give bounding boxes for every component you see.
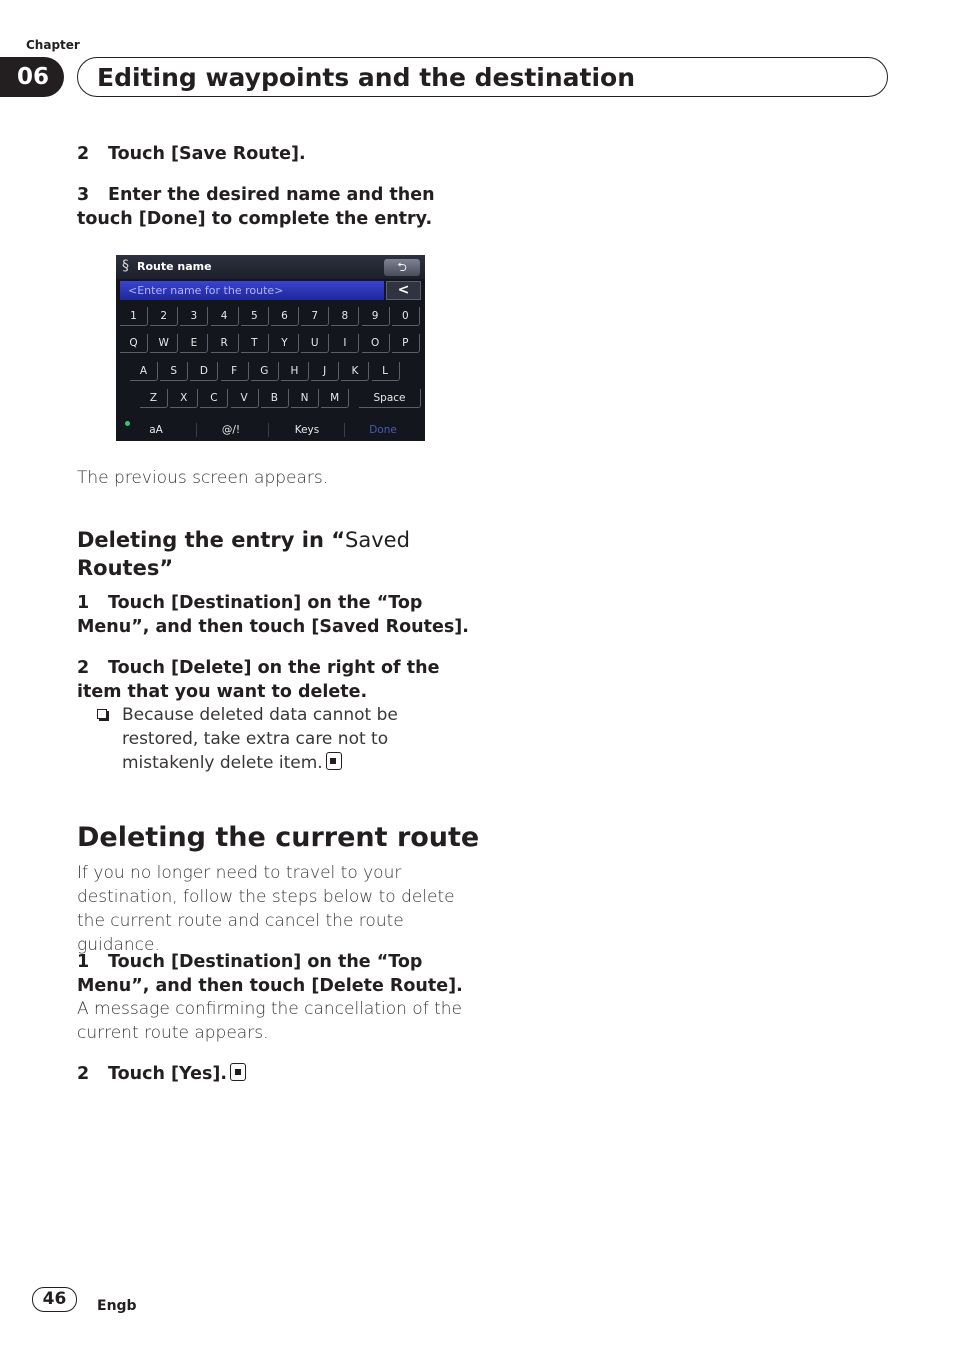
key-g[interactable]: G [251, 362, 279, 381]
step-open-saved-routes: 1 Touch [Destination] on the “Top Menu”, and then touch [Saved Routes]. [77, 593, 469, 637]
key-f[interactable]: F [221, 362, 249, 381]
bottom-separator [268, 423, 269, 437]
key-q[interactable]: Q [120, 334, 148, 353]
key-6[interactable]: 6 [271, 307, 299, 326]
key-k[interactable]: K [341, 362, 369, 381]
route-name-input[interactable]: <Enter name for the route> [120, 281, 384, 300]
backspace-button[interactable]: < [386, 281, 421, 300]
route-name-screenshot [116, 255, 425, 441]
case-toggle-button[interactable]: aA [149, 424, 163, 436]
key-8[interactable]: 8 [331, 307, 359, 326]
key-w[interactable]: W [150, 334, 178, 353]
keys-button[interactable]: Keys [294, 424, 320, 436]
delete-warning-note: Because deleted data cannot be restored, take extra care not to mistakenly delete item. [122, 705, 398, 773]
key-r[interactable]: R [211, 334, 239, 353]
section-heading-delete-route: Deleting the current route [77, 822, 480, 853]
key-i[interactable]: I [331, 334, 359, 353]
key-d[interactable]: D [190, 362, 218, 381]
saved-routes-heading: Deleting the entry in “Saved Routes” [77, 528, 410, 580]
step-touch-yes: 2 Touch [Yes]. [77, 1062, 477, 1086]
key-5[interactable]: 5 [241, 307, 269, 326]
route-icon: § [122, 258, 129, 274]
key-x[interactable]: X [170, 389, 198, 408]
chapter-number: 06 [0, 57, 64, 97]
key-v[interactable]: V [231, 389, 259, 408]
key-b[interactable]: B [261, 389, 289, 408]
key-t[interactable]: T [241, 334, 269, 353]
key-s[interactable]: S [160, 362, 188, 381]
key-n[interactable]: N [291, 389, 319, 408]
key-l[interactable]: L [372, 362, 400, 381]
key-3[interactable]: 3 [180, 307, 208, 326]
language-code: Engb [97, 1298, 137, 1314]
key-u[interactable]: U [301, 334, 329, 353]
previous-screen-text: The previous screen appears. [77, 468, 329, 488]
step-enter-name: 3 Enter the desired name and then touch [Done] to complete the entry. [77, 185, 435, 229]
delete-route-result: A message confirming the cancellation of the current route appears. [77, 999, 462, 1043]
end-mark-icon [326, 752, 342, 770]
key-2[interactable]: 2 [150, 307, 178, 326]
key-z[interactable]: Z [140, 389, 168, 408]
key-0[interactable]: 0 [392, 307, 420, 326]
key-a[interactable]: A [130, 362, 158, 381]
key-m[interactable]: M [321, 389, 349, 408]
key-e[interactable]: E [180, 334, 208, 353]
chapter-label: Chapter [26, 38, 80, 52]
key-space[interactable]: Space [359, 389, 421, 408]
key-4[interactable]: 4 [211, 307, 239, 326]
chapter-title: Editing waypoints and the destination [97, 62, 636, 92]
bottom-separator [344, 423, 345, 437]
key-j[interactable]: J [311, 362, 339, 381]
key-1[interactable]: 1 [120, 307, 148, 326]
key-9[interactable]: 9 [362, 307, 390, 326]
key-p[interactable]: P [392, 334, 420, 353]
status-dot [125, 421, 130, 426]
step-delete-route: 1 Touch [Destination] on the “Top Menu”, and then touch [Delete Route]. [77, 952, 463, 996]
delete-route-intro: If you no longer need to travel to your destination, follow the steps below to delete the current route and cancel the route guidance. [77, 863, 455, 955]
done-button[interactable]: Done [369, 424, 397, 436]
key-c[interactable]: C [200, 389, 228, 408]
page-number: 46 [32, 1287, 77, 1312]
end-mark-icon [230, 1063, 246, 1081]
chapter-title-bar [77, 57, 888, 97]
key-o[interactable]: O [362, 334, 390, 353]
note-icon [97, 709, 107, 719]
symbols-button[interactable]: @/! [221, 424, 241, 436]
key-h[interactable]: H [281, 362, 309, 381]
bottom-separator [196, 423, 197, 437]
key-y[interactable]: Y [271, 334, 299, 353]
step-save-route: 2 Touch [Save Route]. [77, 144, 306, 164]
back-arrow-icon[interactable]: ⮌ [384, 259, 420, 276]
key-7[interactable]: 7 [301, 307, 329, 326]
step-touch-delete: 2 Touch [Delete] on the right of the item that you want to delete. [77, 658, 440, 702]
screen-title: Route name [137, 260, 212, 273]
